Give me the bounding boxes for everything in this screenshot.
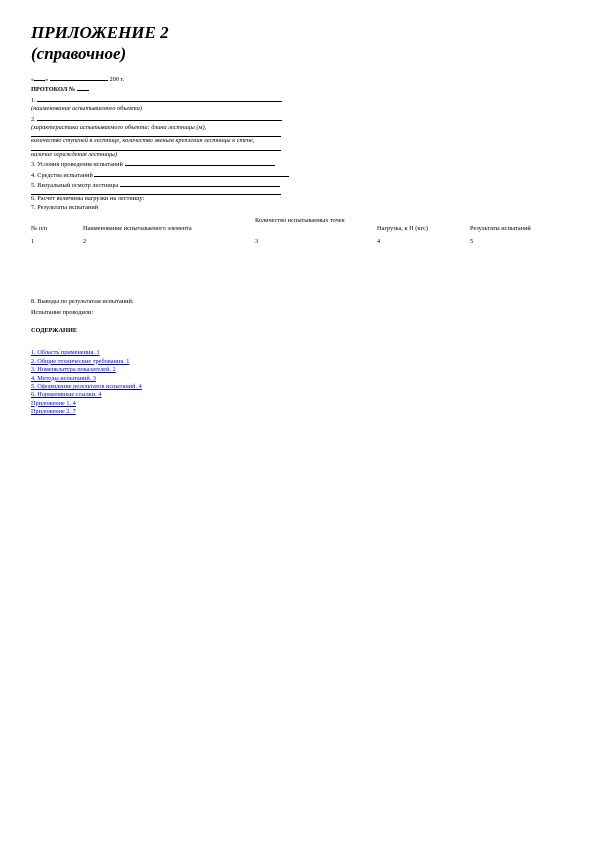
- item-1-blank: [37, 95, 282, 102]
- header-element: Наименование испытываемого элемента: [83, 225, 192, 233]
- date-quote-close: »: [45, 76, 49, 83]
- item-2-blank: [37, 114, 282, 121]
- document-page: [31, 22, 571, 417]
- item-4-blank: [94, 170, 289, 177]
- toc-link-results[interactable]: 5. Оформление результатов испытаний. 4: [31, 382, 142, 390]
- toc-link-scope[interactable]: 1. Область применения. 1: [31, 349, 100, 357]
- day-blank: [34, 74, 45, 81]
- item-4: [31, 170, 571, 180]
- appendix-subtitle: (справочное): [31, 44, 127, 63]
- item-3-blank: [125, 159, 275, 166]
- header-results: Результаты испытаний: [470, 225, 531, 233]
- appendix-title: ПРИЛОЖЕНИЕ 2: [31, 23, 169, 42]
- item-3-text: 3. Условия проведения испытаний: [31, 161, 123, 169]
- month-blank: [50, 74, 108, 81]
- item-2-number: 2.: [31, 115, 36, 123]
- item-7: 7. Результаты испытаний: [31, 203, 99, 211]
- table-cell: 1: [31, 237, 35, 245]
- results-table: [31, 217, 571, 246]
- date-quote-open: «: [31, 76, 35, 83]
- item-4-text: 4. Средства испытаний: [31, 171, 93, 179]
- item-3: [31, 159, 571, 169]
- toc-link-indicators[interactable]: 3. Номенклатура показателей. 2: [31, 366, 116, 374]
- item-6: 6. Расчет величины нагрузки на лестницу:: [31, 195, 145, 203]
- year-text: 200 г.: [109, 76, 124, 83]
- item-2-caption-c: наличие ограждения лестницы): [31, 150, 118, 158]
- header-num: № п/п: [31, 225, 48, 233]
- toc-link-methods[interactable]: 4. Методы испытаний. 3: [31, 374, 97, 382]
- toc-link-requirements[interactable]: 2. Общие технические требования. 1: [31, 357, 130, 365]
- contents-heading: СОДЕРЖАНИЕ: [31, 326, 78, 334]
- table-of-contents: [31, 349, 571, 416]
- toc-link-appendix-2[interactable]: Приложение 2. 7: [31, 408, 76, 416]
- item-1-number: 1.: [31, 96, 36, 104]
- table-cell: 5: [470, 237, 474, 245]
- table-row: [31, 234, 571, 246]
- toc-link-appendix-1[interactable]: Приложение 1. 4: [31, 399, 76, 407]
- header-load: Нагрузка, к Н (кгс): [377, 225, 428, 233]
- table-cell: 2: [83, 237, 87, 245]
- item-2: [31, 114, 571, 124]
- table-cell: 3: [255, 237, 259, 245]
- protocol-line: [31, 84, 571, 94]
- item-5-blank: [120, 180, 280, 187]
- item-5: [31, 180, 571, 190]
- protocol-number-blank: [77, 84, 89, 91]
- protocol-label: ПРОТОКОЛ №: [31, 86, 76, 94]
- date-line: [31, 74, 571, 84]
- item-8-sub: Испытание проводили:: [31, 308, 94, 316]
- item-1-caption: (наименование испытываемого объекта): [31, 105, 142, 113]
- toc-link-references[interactable]: 6. Нормативные ссылки. 4: [31, 391, 102, 399]
- table-header-row: [31, 217, 571, 233]
- item-2-caption-b: количество ступеней в лестнице, количество звеньев крепления лестницы к стене,: [31, 137, 255, 145]
- item-2-caption: (характеристика испытываемого объекта: длина лестницы (м),: [31, 124, 207, 132]
- item-5-text: 5. Визуальный осмотр лестницы: [31, 182, 119, 190]
- table-cell: 4: [377, 237, 381, 245]
- item-8: 8. Выводы по результатам испытаний:: [31, 298, 134, 306]
- header-points: Количество испытываемых точек: [255, 217, 345, 225]
- item-1: [31, 95, 571, 105]
